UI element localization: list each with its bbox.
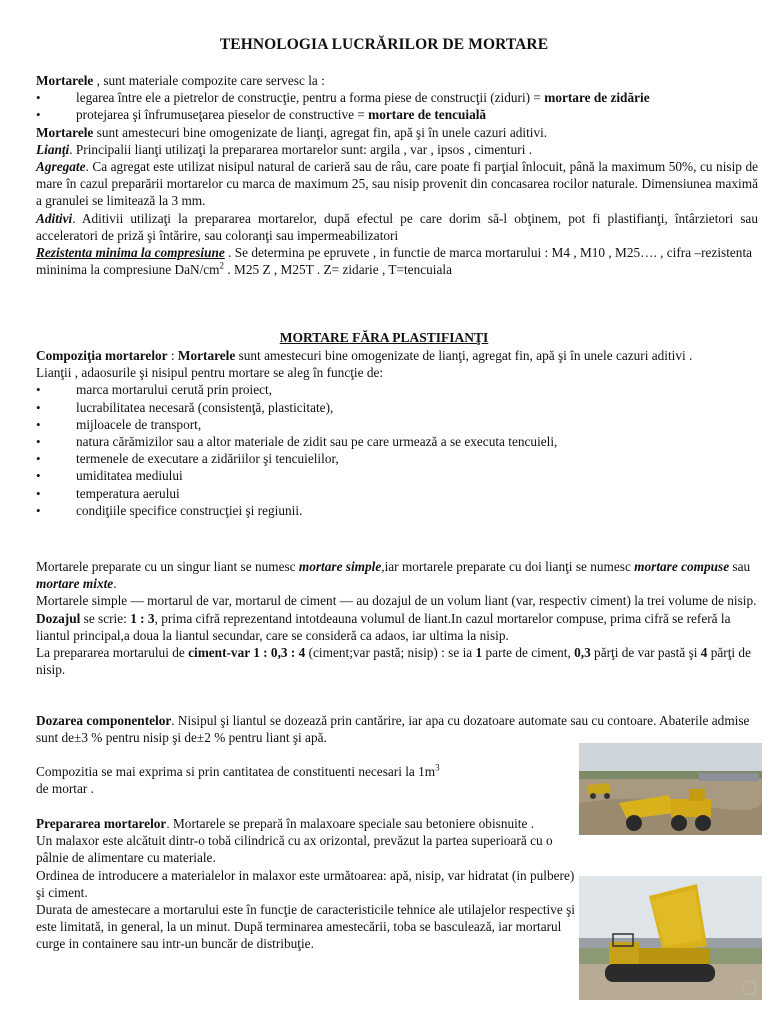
compozitia-paragraph [36,347,758,364]
compozitia-label: Compoziţia mortarelor [36,348,168,363]
lianti-choice-line: Lianţii , adaosurile şi nisipul pentru mortare se aleg în funcţie de: [36,365,384,381]
types-text: ,iar mortarele preparate cu doi lianţi se numesc [381,559,635,574]
term-mortare-mixte: mortare mixte [36,576,114,592]
section-title-mortare-fara-plastifianti: MORTARE FĂRA PLASTIFIANŢI [279,330,489,345]
ciment-var-paragraph [36,644,758,678]
dozarea-text: . Nisipul şi liantul se dozează prin cantărire, iar apa cu dozatoare automate sau cu contoare. Abaterile admise sunt de±3 % pentru nisip şi de±2 % pentru liant şi apă. [36,713,750,746]
list-item: • termenele de executare a zidăriilor şi tencuielilor, [36,450,758,467]
cv-text: La prepararea mortarului de [36,645,189,661]
term-mortare-simple: mortare simple [298,559,382,574]
dozajul-paragraph [36,610,758,644]
intro-bullet-list [36,89,758,123]
intro-line [36,72,758,89]
rezistenta-paragraph [36,244,758,278]
lianti-label: Lianţi [36,141,70,157]
term-mortarele: Mortarele [36,73,94,88]
compozitia-m3-end: de mortar . [36,781,94,797]
list-item: • temperatura aerului [36,485,758,502]
dozarea-label: Dozarea componentelor [36,713,172,728]
preparare-label: Prepararea mortarelor [36,816,167,831]
tracked-dumper-illustration [579,876,762,1000]
definition-text: sunt amestecuri bine omogenizate de lianţi, agregat fin, apă şi în unele cazuri aditivi. [93,124,548,140]
compozitia-m3-section [36,763,564,797]
intro-text: , sunt materiale compozite care servesc la : [93,73,325,88]
types-section [36,558,758,678]
lianti-text: . Principalii lianţi utilizaţi la prepararea mortarelor sunt: argila , var , ipsos , cimenturi . [69,141,533,157]
dump-truck-illustration [579,743,762,835]
compozitia-section [36,347,758,519]
superscript: 2 [219,260,225,271]
aditivi-paragraph [36,210,758,244]
dozajul-label: Dozajul [36,610,81,626]
document-title: TEHNOLOGIA LUCRĂRILOR DE MORTARE [219,36,549,53]
cv-text: părţi de nisip. [36,645,751,678]
separator: : [167,348,178,363]
agregate-text: . Ca agregat este utilizat nisipul natural de carieră sau de râu, care poate fi parţial înlocuit, până la maximum 50%, cu nisip de mare în cazul preparării mortarelor cu marca de maximum 25, sau nisip provenit din concasarea rocilor naturale. Dimensiunea maximă a granulei se limitează la 3 mm. [36,159,758,209]
ordinea-paragraph: Ordinea de introducere a materialelor in malaxor este următoarea: apă, nisip, var hidratat (in pulbere) şi ciment. [36,867,575,900]
preparare-text: . Mortarele se prepară în malaxoare speciale sau betoniere obisnuite . [166,816,535,831]
aditivi-label: Aditivi [36,210,73,226]
compozitia-m3-paragraph [36,763,564,797]
preparare-paragraph [36,815,576,832]
ciment-var-ratio: ciment-var 1 : 0,3 : 4 [188,645,306,661]
dozajul-text: se scrie: [80,610,131,626]
list-item [36,89,758,106]
rezistenta-text-end: . M25 Z , M25T . Z= zidarie , T=tencuiala [224,262,452,278]
intro-section [36,72,758,278]
cv-number: 1 [475,645,483,661]
types-text: Mortarele preparate cu un singur liant se numesc [36,559,299,574]
compozitia-text: sunt amestecuri bine omogenizate de lianţi, agregat fin, apă şi în unele cazuri aditivi . [235,348,693,363]
simple-mortars-paragraph: Mortarele simple — mortarul de var, mortarul de ciment — au dozajul de un volum liant (var, respectiv ciment) la trei volume de nisip. [36,593,757,609]
dozajul-ratio: 1 : 3 [130,610,155,626]
cv-text: parte de ciment, [482,645,575,661]
types-text: sau [729,559,751,574]
list-item: • marca mortarului cerută prin proiect, [36,381,758,398]
compozitia-m3-text: Compozitia se mai exprima si prin cantitatea de constituenti necesari la 1m [36,764,436,779]
tracked-dumper-photo [579,876,762,1000]
cv-number: 0,3 [574,645,591,661]
dozarea-paragraph [36,712,758,746]
preparare-section [36,815,576,953]
malaxor-paragraph: Un malaxor este alcătuit dintr-o tobă cilindrică cu ax orizontal, prevăzut la partea superioară cu o pâlnie de alimentare cu materiale. [36,833,553,866]
criteria-list [36,381,758,519]
cv-number: 4 [700,645,708,661]
cv-text: (ciment;var pastă; nisip) : se ia [305,645,476,661]
agregate-label: Agregate [36,159,86,175]
definition-line [36,124,758,141]
dozarea-section [36,712,758,746]
list-item: • lucrabilitatea necesară (consistenţă, plasticitate), [36,399,758,416]
aditivi-text: . Aditivii utilizaţi la prepararea mortarelor, după efectul pe care dorim să-l obţinem, pot fi plastifianţi, întârzietori sau acceleratori de priză şi întărire, sau coloranţi sau impermeabilizatori [36,210,758,243]
list-item [36,106,758,123]
list-item: • umiditatea mediului [36,467,758,484]
list-item: • mijloacele de transport, [36,416,758,433]
dozajul-text: , prima cifră reprezentand intotdeauna volumul de liant.In cazul mortarelor compuse, prima cifră se referă la liantul principal,a doua la liantul secundar, care se consideră ca adaos, iar ultima la nisip. [36,610,731,643]
list-item: • natura cărămizilor sau a altor materiale de zidit sau pe care urmează a se executa tencuieli, [36,433,758,450]
bullet-bold: mortare de zidărie [544,90,650,106]
durata-paragraph: Durata de amestecare a mortarului este în funcţie de caracteristicile tehnice ale utilajelor respective şi este limitată, in general, la un minut. După terminarea amestecării, toba se basculează, iar mortarul curge in containere sau intr-un buncăr de distribuţie. [36,902,575,952]
types-text: . [113,576,117,592]
term-mortare-compuse: mortare compuse [634,559,730,574]
dump-truck-photo [579,743,762,835]
bullet-text: protejarea şi înfrumuseţarea pieselor de constructive = [76,107,369,123]
term-mortarele-2: Mortarele [177,348,236,363]
term-mortarele-def: Mortarele [36,124,94,140]
rezistenta-text: . Se determina pe epruvete , in functie de marca mortarului : M4 , M10 , M25…. , cifra –rezistenta mininima la compresiune DaN/cm [36,245,753,278]
agregate-paragraph [36,158,758,210]
cv-text: părţi de var pastă şi [590,645,701,661]
types-paragraph [36,558,758,592]
lianti-paragraph [36,141,758,158]
bullet-bold: mortare de tencuială [368,107,487,123]
bullet-text: legarea între ele a pietrelor de construcţie, pentru a forma piese de construcţii (ziduri) = [76,90,545,106]
list-item: • condiţiile specifice construcţiei şi regiunii. [36,502,758,519]
superscript: 3 [435,762,440,773]
rezistenta-label: Rezistenta minima la compresiune [36,245,225,261]
